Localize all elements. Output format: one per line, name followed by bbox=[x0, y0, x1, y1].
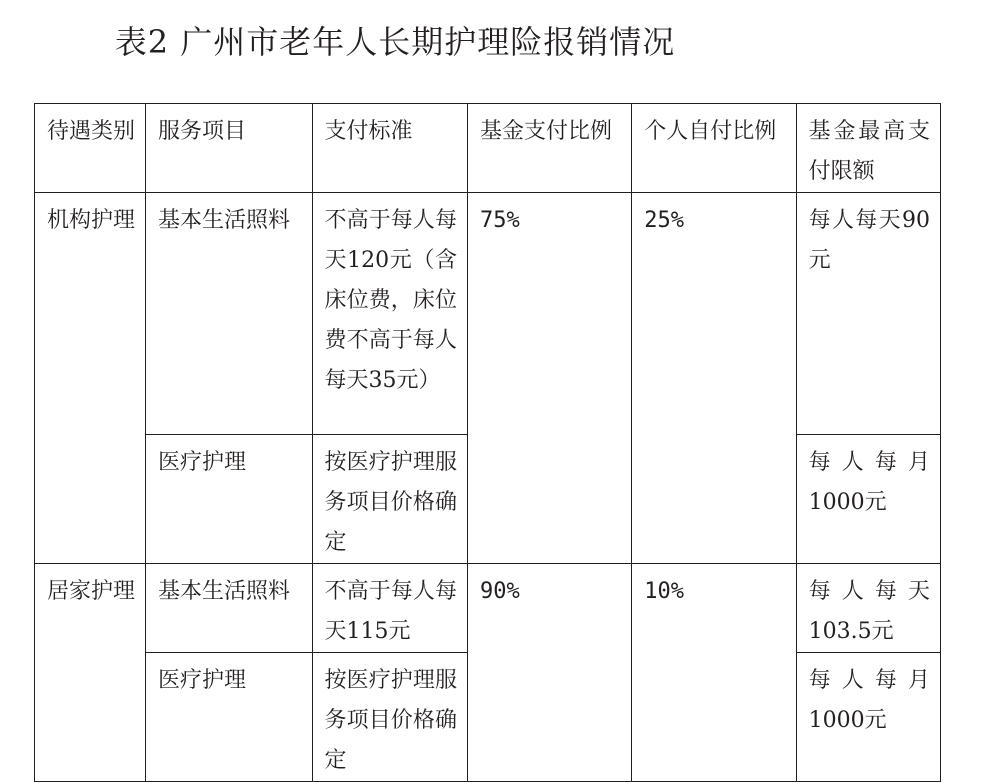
service-item-cell: 基本生活照料 bbox=[146, 564, 313, 653]
fund-ratio-cell: 75% bbox=[467, 193, 631, 564]
table-row bbox=[35, 564, 941, 653]
service-item-cell: 医疗护理 bbox=[146, 653, 313, 782]
max-limit-cell: 每人每月1000元 bbox=[796, 435, 940, 564]
payment-standard-cell: 不高于每人每天120元（含床位费，床位费不高于每人每天35元） bbox=[312, 193, 467, 435]
max-limit-cell: 每人每天90元 bbox=[796, 193, 940, 435]
service-item-cell: 基本生活照料 bbox=[146, 193, 313, 435]
fund-ratio-cell: 90% bbox=[467, 564, 631, 782]
table-row bbox=[35, 193, 941, 435]
table-title: 表2 广州市老年人长期护理险报销情况 bbox=[114, 23, 676, 61]
max-limit-cell: 每人每月1000元 bbox=[796, 653, 940, 782]
category-cell: 机构护理 bbox=[35, 193, 146, 564]
payment-standard-cell: 按医疗护理服务项目价格确定 bbox=[312, 435, 467, 564]
header-cell-category: 待遇类别 bbox=[35, 104, 146, 193]
service-item-cell: 医疗护理 bbox=[146, 435, 313, 564]
reimbursement-table bbox=[34, 103, 941, 782]
category-cell: 居家护理 bbox=[35, 564, 146, 782]
header-cell-max-limit: 基金最高支付限额 bbox=[796, 104, 940, 193]
header-cell-fund-ratio: 基金支付比例 bbox=[467, 104, 631, 193]
header-cell-self-ratio: 个人自付比例 bbox=[632, 104, 796, 193]
self-ratio-cell: 25% bbox=[632, 193, 796, 564]
payment-standard-cell: 按医疗护理服务项目价格确定 bbox=[312, 653, 467, 782]
header-cell-standard: 支付标准 bbox=[312, 104, 467, 193]
payment-standard-cell: 不高于每人每天115元 bbox=[312, 564, 467, 653]
max-limit-cell: 每人每天103.5元 bbox=[796, 564, 940, 653]
header-cell-item: 服务项目 bbox=[146, 104, 313, 193]
table-header-row bbox=[35, 104, 941, 193]
self-ratio-cell: 10% bbox=[632, 564, 796, 782]
